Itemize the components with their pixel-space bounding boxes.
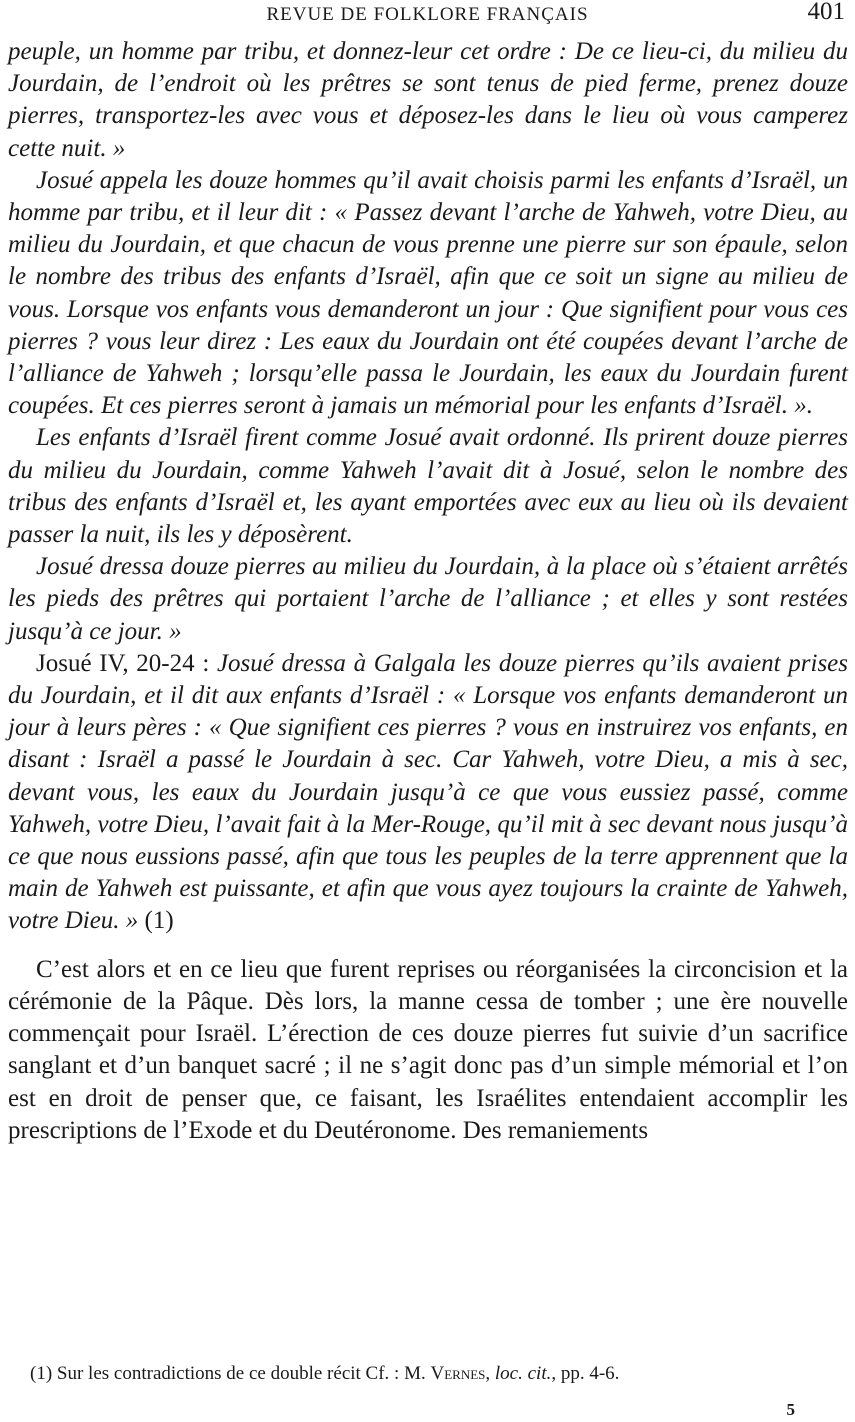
quote-paragraph: Les enfants d’Israël firent comme Josué avait ordonné. Ils prirent douze pierres du milieu du Jourdain, comme Yahweh l’avait dit à Josué, selon le nombre des tribus des enfants d’Israël et, les ayant emportées avec eux au lieu où ils devaient passer la nuit, ils les y déposèrent. [8, 424, 848, 549]
quote-text: Josué dressa à Galgala les douze pierres qu’ils avaient prises du Jourdain, et il dit aux enfants d’Israël : « Lorsque vos enfants demanderont un jour à leurs pères : « Que signifient ces pierres ? vous en instruirez vos enfants, en disant : Israël a passé le Jourdain à sec. Car Yahweh, votre Dieu, a mis à sec, devant vous, les eaux du Jourdain jusqu’à ce que vous eussiez passé, comme Yahweh, votre Dieu, l’avait fait à la Mer-Rouge, qu’il mit à sec devant nous jusqu’à ce que nous eussions passé, afin que tous les peuples de la terre apprennent que la main de Yahweh est puissante, et afin que vous ayez toujours la crainte de Yahweh, votre Dieu. » [8, 649, 849, 935]
running-header [0, 0, 855, 32]
journal-title: REVUE DE FOLKLORE FRANÇAIS [266, 4, 589, 25]
footnote-pages: pp. 4-6. [560, 1363, 620, 1384]
footnote-citation: loc. cit. [494, 1363, 552, 1384]
prose-paragraph: C’est alors et en ce lieu que furent reprises ou réorganisées la circoncision et la cérémonie de la Pâque. Dès lors, la manne cessa de tomber ; une ère nouvelle commençait pour Israël. L’érection de ces douze pierres fut suivie d’un sacrifice sanglant et d’un banquet sacré ; il ne s’agit donc pas d’un simple mémorial et l’on est en droit de penser que, ce faisant, les Israélites entendaient accomplir les prescriptions de l’Exode et du Deutéronome. Des remaniements [8, 955, 848, 1144]
footnote-mark: (1) [30, 1363, 53, 1384]
prose-section [8, 954, 848, 1147]
page-number: 401 [807, 0, 845, 25]
printer-signature-mark: 5 [786, 1400, 795, 1419]
footnote-author: Vernes [430, 1363, 486, 1384]
quote-paragraph: Josué dressa douze pierres au milieu du Jourdain, à la place où s’étaient arrêtés les pieds des prêtres qui portaient l’arche de l’alliance ; et elles y sont restées jusqu’à ce jour. » [8, 553, 848, 645]
scripture-reference: Josué IV, 20-24 : [36, 649, 210, 677]
footnote-reference[interactable]: (1) [144, 907, 174, 935]
footnote-text: Sur les contradictions de ce double récit Cf. : M. [56, 1363, 426, 1384]
quote-paragraph [8, 648, 848, 938]
quote-paragraph: peuple, un homme par tribu, et donnez-leur cet ordre : De ce lieu-ci, du milieu du Jourdain, de l’endroit où les prêtres se sont tenus de pied ferme, prenez douze pierres, transportez-les avec vous et déposez-les dans le lieu où vous camperez cette nuit. » [8, 38, 848, 162]
scripture-quotation [8, 36, 848, 938]
quote-paragraph: Josué appela les douze hommes qu’il avait choisis parmi les enfants d’Israël, un homme par tribu, et il leur dit : « Passez devant l’arche de Yahweh, votre Dieu, au milieu du Jourdain, et que chacun de vous prenne une pierre sur son épaule, selon le nombre des tribus des enfants d’Israël, afin que ce soit un signe au milieu de vous. Lorsque vos enfants vous demanderont un jour : Que signifient pour vous ces pierres ? vous leur direz : Les eaux du Jourdain ont été coupées devant l’arche de l’alliance de Yahweh ; lorsqu’elle passa le Jourdain, les eaux du Jourdain furent coupées. Et ces pierres seront à jamais un mémorial pour les enfants d’Israël. ». [8, 166, 848, 420]
body-text [8, 36, 848, 1147]
footnote: (1) Sur les contradictions de ce double récit Cf. : M. Vernes, loc. cit., pp. 4-6. [30, 1363, 620, 1384]
